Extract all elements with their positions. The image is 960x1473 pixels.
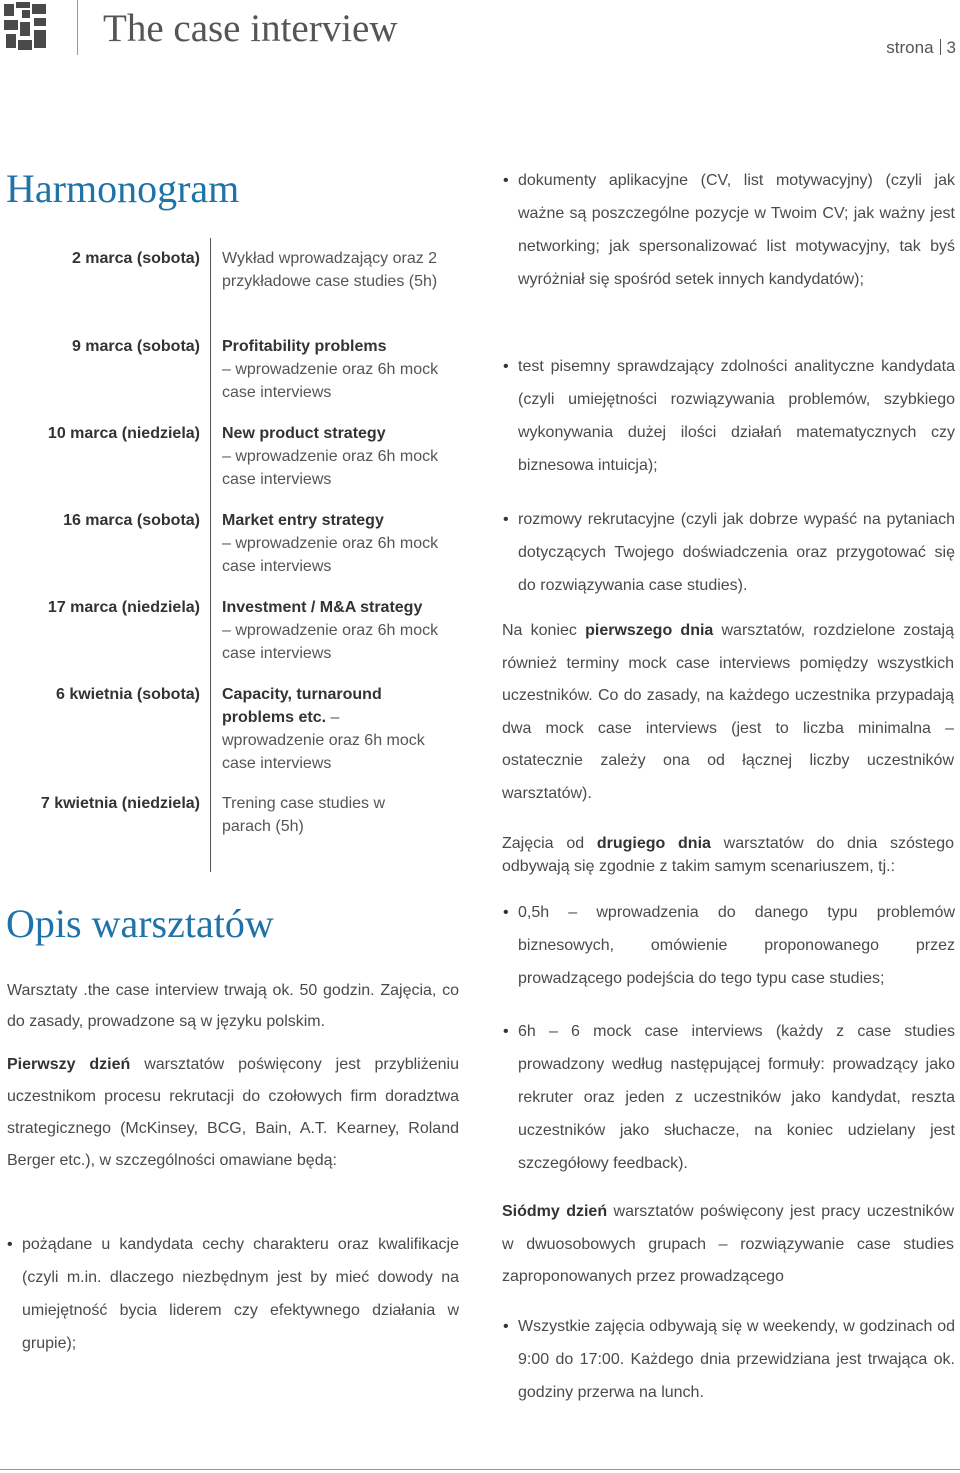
day2-paragraph: Zajęcia od drugiego dnia warsztatów do dnia szóstego odbywają się zgodnie z takim samym scenariuszem, tj.: xyxy=(502,835,955,875)
page-label: strona xyxy=(886,38,934,57)
schedule-heading: Harmonogram xyxy=(6,166,240,211)
list-item: • test pisemny sprawdzający zdolności analityczne kandydata (czyli umiejętności rozwiązywania problemów, szybkiego wykonywania dużej ilości działań matematycznych czy biznesowa intuicja); xyxy=(518,350,955,482)
intro-paragraph: Warsztaty .the case interview trwają ok. 50 godzin. Zajęcia, co do zasady, prowadzone są w języku polskim. xyxy=(7,982,459,1030)
schedule-description: New product strategy – wprowadzenie oraz 6h mock case interviews xyxy=(222,425,439,488)
list-item: • rozmowy rekrutacyjne (czyli jak dobrze wypaść na pytaniach dotyczących Twojego doświadczenia oraz przygotować się do rozwiązywania case studies). xyxy=(518,503,955,602)
schedule-date: 7 kwietnia (niedziela) xyxy=(40,795,200,812)
schedule-description: Capacity, turnaround problems etc. – wprowadzenie oraz 6h mock case interviews xyxy=(222,686,425,772)
document-title: The case interview xyxy=(103,7,398,50)
schedule-date: 17 marca (niedziela) xyxy=(47,599,200,616)
description-heading: Opis warsztatów xyxy=(6,901,274,946)
schedule-description: Investment / M&A strategy – wprowadzenie oraz 6h mock case interviews xyxy=(222,599,439,662)
header-divider xyxy=(77,0,78,55)
footer-divider xyxy=(0,1469,960,1470)
schedule-date: 10 marca (niedziela) xyxy=(47,425,200,442)
schedule-date: 2 marca (sobota) xyxy=(71,250,200,267)
schedule-description: Trening case studies w parach (5h) xyxy=(222,795,386,835)
schedule-description: Wykład wprowadzający oraz 2 przykładowe case studies (5h) xyxy=(222,250,438,290)
list-item: • Wszystkie zajęcia odbywają się w weekendy, w godzinach od 9:00 do 17:00. Każdego dnia przewidziana jest trwająca ok. godziny przerwa na lunch. xyxy=(518,1310,955,1409)
schedule-divider xyxy=(210,238,211,872)
schedule-description: Market entry strategy – wprowadzenie oraz 6h mock case interviews xyxy=(222,512,439,575)
day1-paragraph: Pierwszy dzień warsztatów poświęcony jest przybliżeniu uczestnikom procesu rekrutacji do czołowych firm doradztwa strategicznego (McKinsey, BCG, Bain, A.T. Kearney, Roland Berger etc.), w szczególności omawiane będą: xyxy=(7,1056,459,1169)
schedule-description: Profitability problems – wprowadzenie oraz 6h mock case interviews xyxy=(222,338,439,401)
list-item: • 6h – 6 mock case interviews (każdy z case studies prowadzony według następującej formuły: prowadzący jako rekruter oraz jeden z uczestników jako kandydat, reszta uczestników jako słuchacze, na koniec udzielany jest szczegółowy feedback). xyxy=(518,1015,955,1180)
schedule-date: 9 marca (sobota) xyxy=(71,338,200,355)
logo xyxy=(2,0,50,52)
schedule-date: 16 marca (sobota) xyxy=(63,512,200,529)
list-item: • 0,5h – wprowadzenia do danego typu problemów biznesowych, omówienie proponowanego przez prowadzącego podejścia do tego typu case studies; xyxy=(518,896,955,995)
page-number-value: 3 xyxy=(946,38,956,57)
page-number xyxy=(886,38,956,58)
schedule-date: 6 kwietnia (sobota) xyxy=(55,686,200,703)
end-day1-paragraph: Na koniec pierwszego dnia warsztatów, rozdzielone zostają również terminy mock case interviews pomiędzy wszystkich uczestników. Co do zasady, na każdego uczestnika przypadają dwa mock case interviews (jest to liczba minimalna – ostatecznie zależy ona od łącznej liczby uczestników warsztatów). xyxy=(502,622,955,802)
list-item: • pożądane u kandydata cechy charakteru oraz kwalifikacje (czyli m.in. dlaczego niezbędnym jest by mieć dowody na umiejętność bycia liderem czy efektywnego działania w grupie); xyxy=(22,1228,459,1360)
list-item: • dokumenty aplikacyjne (CV, list motywacyjny) (czyli jak ważne są poszczególne pozycje w Twoim CV; jak ważny jest networking; jak spersonalizować list motywacyjny, tak byś wyróżniał się spośród setek innych kandydatów); xyxy=(518,164,955,296)
day7-paragraph: Siódmy dzień warsztatów poświęcony jest pracy uczestników w dwuosobowych grupach – rozwiązywanie case studies zaproponowanych przez prowadzącego xyxy=(502,1203,955,1285)
